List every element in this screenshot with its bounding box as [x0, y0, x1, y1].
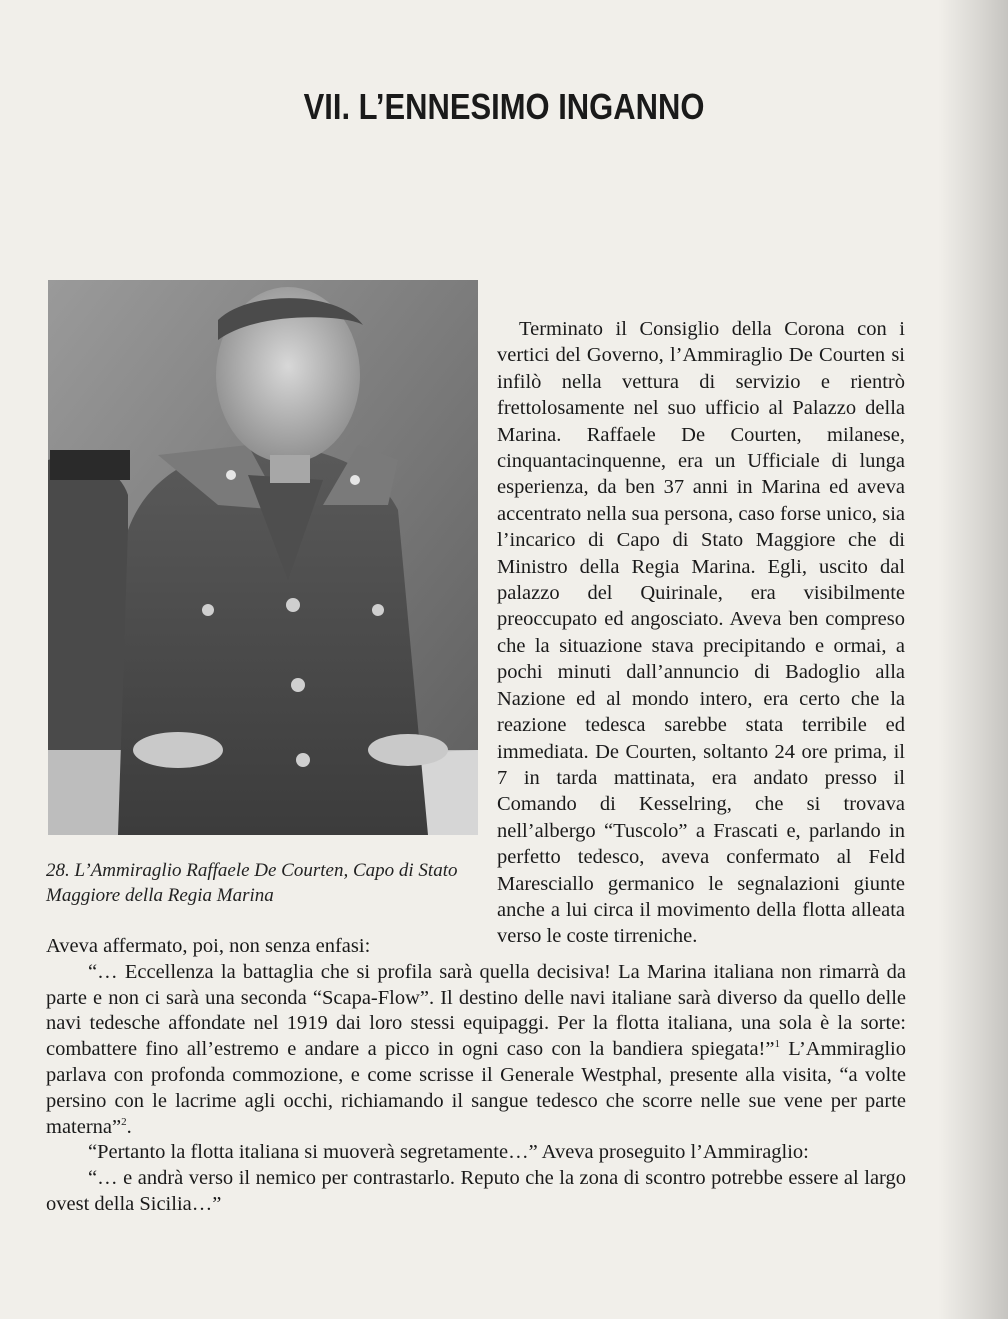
paragraph-3-part-c: . — [126, 1115, 132, 1138]
paragraph-4: “Pertanto la flotta italiana si muoverà segretamente…” Aveva proseguito l’Ammiraglio: — [88, 1141, 809, 1164]
admiral-photo — [48, 280, 478, 835]
paragraph-3 — [46, 960, 906, 1141]
footnote-ref-2: 2 — [121, 1115, 127, 1128]
footnote-ref-1: 1 — [774, 1038, 780, 1051]
paragraph-3-part-a: “… Eccellenza la battaglia che si profila sarà quella decisiva! La Marina italiana non rimarrà da parte e non ci sarà una seconda “Scapa-Flow”. Il destino delle navi italiane sarà diverso da quello delle navi tedesche affondate nel 1919 dai loro stessi equipaggi. Per la flotta italiana, una sola è la sorte: combattere fino all’estremo e andare a picco in ogni caso con la bandiera spiegata!” — [46, 960, 906, 1061]
figure-caption — [46, 858, 486, 908]
paragraph-2: Aveva affermato, poi, non senza enfasi: — [46, 935, 371, 957]
caption-line-1: 28. L’Ammiraglio Raffaele De Courten, Capo di Stato — [46, 860, 458, 881]
paragraph-3-part-b: L’Ammiraglio parlava con profonda commozione, e come scrisse il Generale Westphal, presente alla visita, “a volte persino con le lacrime agli occhi, richiamando il sangue tedesco che scorre nelle sue vene per parte materna” — [46, 1038, 906, 1138]
body-full-width — [46, 934, 906, 1218]
page-edge-shadow — [938, 0, 1008, 1319]
admiral-portrait-image — [48, 280, 478, 835]
body-right-column — [497, 316, 905, 950]
chapter-title: VII. L’ENNESIMO INGANNO — [303, 86, 705, 127]
paragraph-1: Terminato il Consiglio della Corona con i vertici del Governo, l’Ammiraglio De Courten si infilò nella vettura di servizio e rientrò frettolosamente nel suo ufficio al Palazzo della Marina. Raffaele De Courten, milanese, cinquantacinquenne, era un Ufficiale di lunga esperienza, da ben 37 anni in Marina ed aveva accentrato nella sua persona, caso forse unico, sia l’incarico di Capo di Stato Maggiore che di Ministro della Regia Marina. Egli, uscito dal palazzo del Quirinale, era visibilmente preoccupato ed angosciato. Aveva ben compreso che la situazione stava precipitando e ormai, a pochi minuti dall’annuncio di Badoglio alla Nazione ed al mondo intero, era certo che la reazione tedesca sarebbe stata terribile ed immediata. De Courten, soltanto 24 ore prima, il 7 in tarda mattinata, era andato presso il Comando di Kesselring, che si trovava nell’albergo “Tuscolo” a Frascati e, parlando in perfetto tedesco, aveva confermato al Feld Maresciallo germanico le segnalazioni giunte anche a lui circa il movimento della flotta alleata verso le coste tirreniche. — [497, 318, 905, 948]
paragraph-5: “… e andrà verso il nemico per contrastarlo. Reputo che la zona di scontro potrebbe essere al largo ovest della Sicilia…” — [46, 1167, 906, 1215]
caption-line-2: Maggiore della Regia Marina — [46, 885, 274, 906]
